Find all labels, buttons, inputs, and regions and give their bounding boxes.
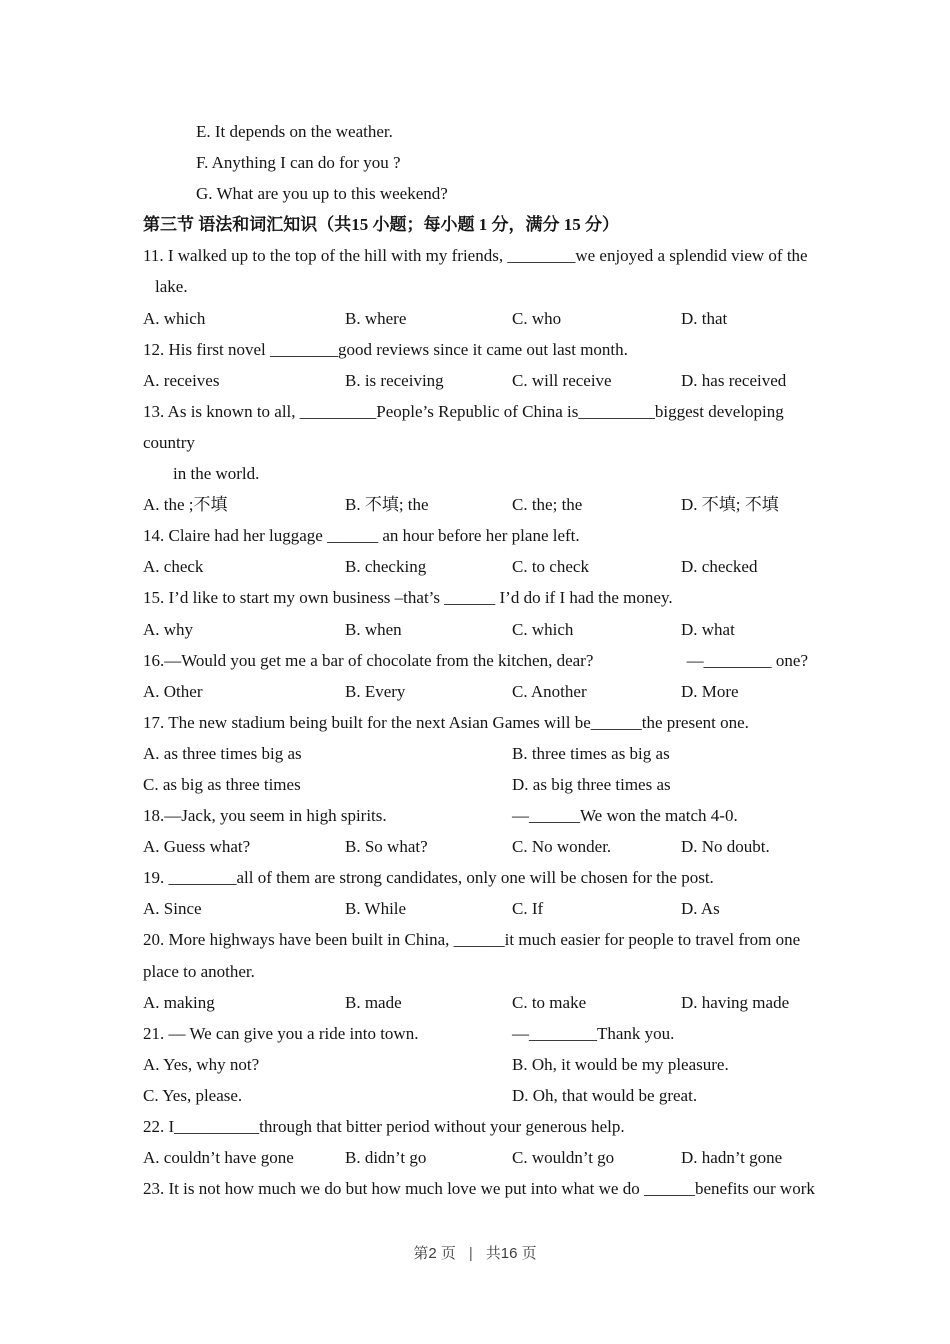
question-13-option-b: B. 不填; the <box>345 495 429 515</box>
question-21-stem-response: —________Thank you. <box>512 1023 675 1043</box>
question-15-options-row <box>143 614 810 645</box>
question-12-stem: 12. His first novel ________good reviews since it came out last month. <box>143 339 628 359</box>
question-20-options-row <box>143 987 810 1018</box>
question-14-options-row <box>143 551 810 582</box>
question-16-stem <box>143 645 810 676</box>
question-21-stem <box>143 1018 810 1049</box>
footer-page-current: 第2 页 <box>413 1245 456 1262</box>
question-20-option-a: A. making <box>143 992 215 1012</box>
question-18-options-row <box>143 831 810 862</box>
question-22-options-row <box>143 1142 810 1173</box>
section-header: 第三节 语法和词汇知识（共15 小题；每小题 1 分，满分 15 分） <box>143 215 619 235</box>
question-22-option-c: C. wouldn’t go <box>512 1148 615 1168</box>
question-19-option-c: C. If <box>512 899 544 919</box>
question-13-stem-continuation: country <box>143 432 195 452</box>
question-20-stem: 20. More highways have been built in China, ______it much easier for people to travel from one <box>143 930 801 950</box>
question-17-option-a: A. as three times big as <box>143 743 302 763</box>
question-22-option-b: B. didn’t go <box>345 1148 427 1168</box>
question-17-option-b: B. three times as big as <box>512 743 670 763</box>
question-19-option-d: D. As <box>681 899 720 919</box>
question-11-stem-continuation: lake. <box>155 277 188 297</box>
question-18-stem-response: —______We won the match 4-0. <box>512 806 738 826</box>
question-19-stem: 19. ________all of them are strong candidates, only one will be chosen for the post. <box>143 868 714 888</box>
question-16-option-a: A. Other <box>143 681 203 701</box>
question-17-option-d: D. as big three times as <box>512 774 671 794</box>
question-11-option-b: B. where <box>345 308 407 328</box>
question-17-options-row <box>143 769 810 800</box>
question-13-options-row <box>143 489 810 520</box>
page-footer <box>0 1242 950 1263</box>
question-14-option-d: D. checked <box>681 557 758 577</box>
question-15-option-a: A. why <box>143 619 194 639</box>
question-16-options-row <box>143 676 810 707</box>
question-18-option-d: D. No doubt. <box>681 837 770 857</box>
question-16-option-d: D. More <box>681 681 739 701</box>
question-22-option-d: D. hadn’t gone <box>681 1148 783 1168</box>
question-17-option-c: C. as big as three times <box>143 774 301 794</box>
question-21-option-d: D. Oh, that would be great. <box>512 1085 698 1105</box>
question-12-option-c: C. will receive <box>512 370 612 390</box>
question-14-option-a: A. check <box>143 557 204 577</box>
question-17-stem: 17. The new stadium being built for the next Asian Games will be______the present one. <box>143 712 749 732</box>
question-15-option-b: B. when <box>345 619 402 639</box>
question-18-option-b: B. So what? <box>345 837 428 857</box>
question-11-option-a: A. which <box>143 308 206 328</box>
page-content <box>143 116 815 1204</box>
question-13-option-d: D. 不填; 不填 <box>681 495 779 515</box>
question-16-stem-left: 16.—Would you get me a bar of chocolate from the kitchen, dear? <box>143 650 594 670</box>
question-12-option-d: D. has received <box>681 370 787 390</box>
question-21-options-row <box>143 1049 810 1080</box>
question-21-option-b: B. Oh, it would be my pleasure. <box>512 1054 729 1074</box>
question-16-stem-response: —________ one? <box>686 650 808 670</box>
question-11-options-row <box>143 303 810 334</box>
choice-option-f: F. Anything I can do for you ? <box>196 153 401 173</box>
question-18-option-a: A. Guess what? <box>143 837 251 857</box>
question-22-option-a: A. couldn’t have gone <box>143 1148 294 1168</box>
footer-separator: | <box>468 1245 473 1262</box>
question-18-stem <box>143 800 810 831</box>
footer-page-total: 共16 页 <box>485 1245 537 1262</box>
question-21-option-a: A. Yes, why not? <box>143 1054 260 1074</box>
question-16-option-b: B. Every <box>345 681 406 701</box>
question-16-option-c: C. Another <box>512 681 587 701</box>
question-20-stem-continuation: place to another. <box>143 961 255 981</box>
question-13-option-c: C. the; the <box>512 495 583 515</box>
question-21-stem-left: 21. — We can give you a ride into town. <box>143 1023 419 1043</box>
question-21-options-row <box>143 1080 810 1111</box>
question-11-stem: 11. I walked up to the top of the hill with my friends, ________we enjoyed a splendid view of the <box>143 246 808 266</box>
question-20-option-d: D. having made <box>681 992 790 1012</box>
question-23-stem: 23. It is not how much we do but how much love we put into what we do ______benefits our work <box>143 1179 815 1199</box>
question-11-option-d: D. that <box>681 308 728 328</box>
question-12-option-a: A. receives <box>143 370 220 390</box>
question-13-stem: 13. As is known to all, _________People’s Republic of China is_________biggest developing <box>143 401 784 421</box>
question-19-option-a: A. Since <box>143 899 202 919</box>
question-21-option-c: C. Yes, please. <box>143 1085 243 1105</box>
question-14-option-b: B. checking <box>345 557 427 577</box>
question-22-stem: 22. I__________through that bitter period without your generous help. <box>143 1117 625 1136</box>
question-14-stem: 14. Claire had her luggage ______ an hour before her plane left. <box>143 526 580 546</box>
question-13-stem-continuation: in the world. <box>173 464 260 484</box>
question-15-option-c: C. which <box>512 619 574 639</box>
choice-option-g: G. What are you up to this weekend? <box>196 184 448 204</box>
question-12-option-b: B. is receiving <box>345 370 444 390</box>
question-20-option-c: C. to make <box>512 992 587 1012</box>
question-19-option-b: B. While <box>345 899 407 919</box>
question-15-option-d: D. what <box>681 619 735 639</box>
question-18-stem-left: 18.—Jack, you seem in high spirits. <box>143 806 387 826</box>
question-15-stem: 15. I’d like to start my own business –that’s ______ I’d do if I had the money. <box>143 588 673 608</box>
question-19-options-row <box>143 893 810 924</box>
question-13-option-a: A. the ;不填 <box>143 495 228 515</box>
question-20-option-b: B. made <box>345 992 402 1012</box>
question-12-options-row <box>143 365 810 396</box>
question-11-option-c: C. who <box>512 308 562 328</box>
question-18-option-c: C. No wonder. <box>512 837 612 857</box>
question-17-options-row <box>143 738 810 769</box>
choice-option-e: E. It depends on the weather. <box>196 122 393 141</box>
question-14-option-c: C. to check <box>512 557 589 577</box>
